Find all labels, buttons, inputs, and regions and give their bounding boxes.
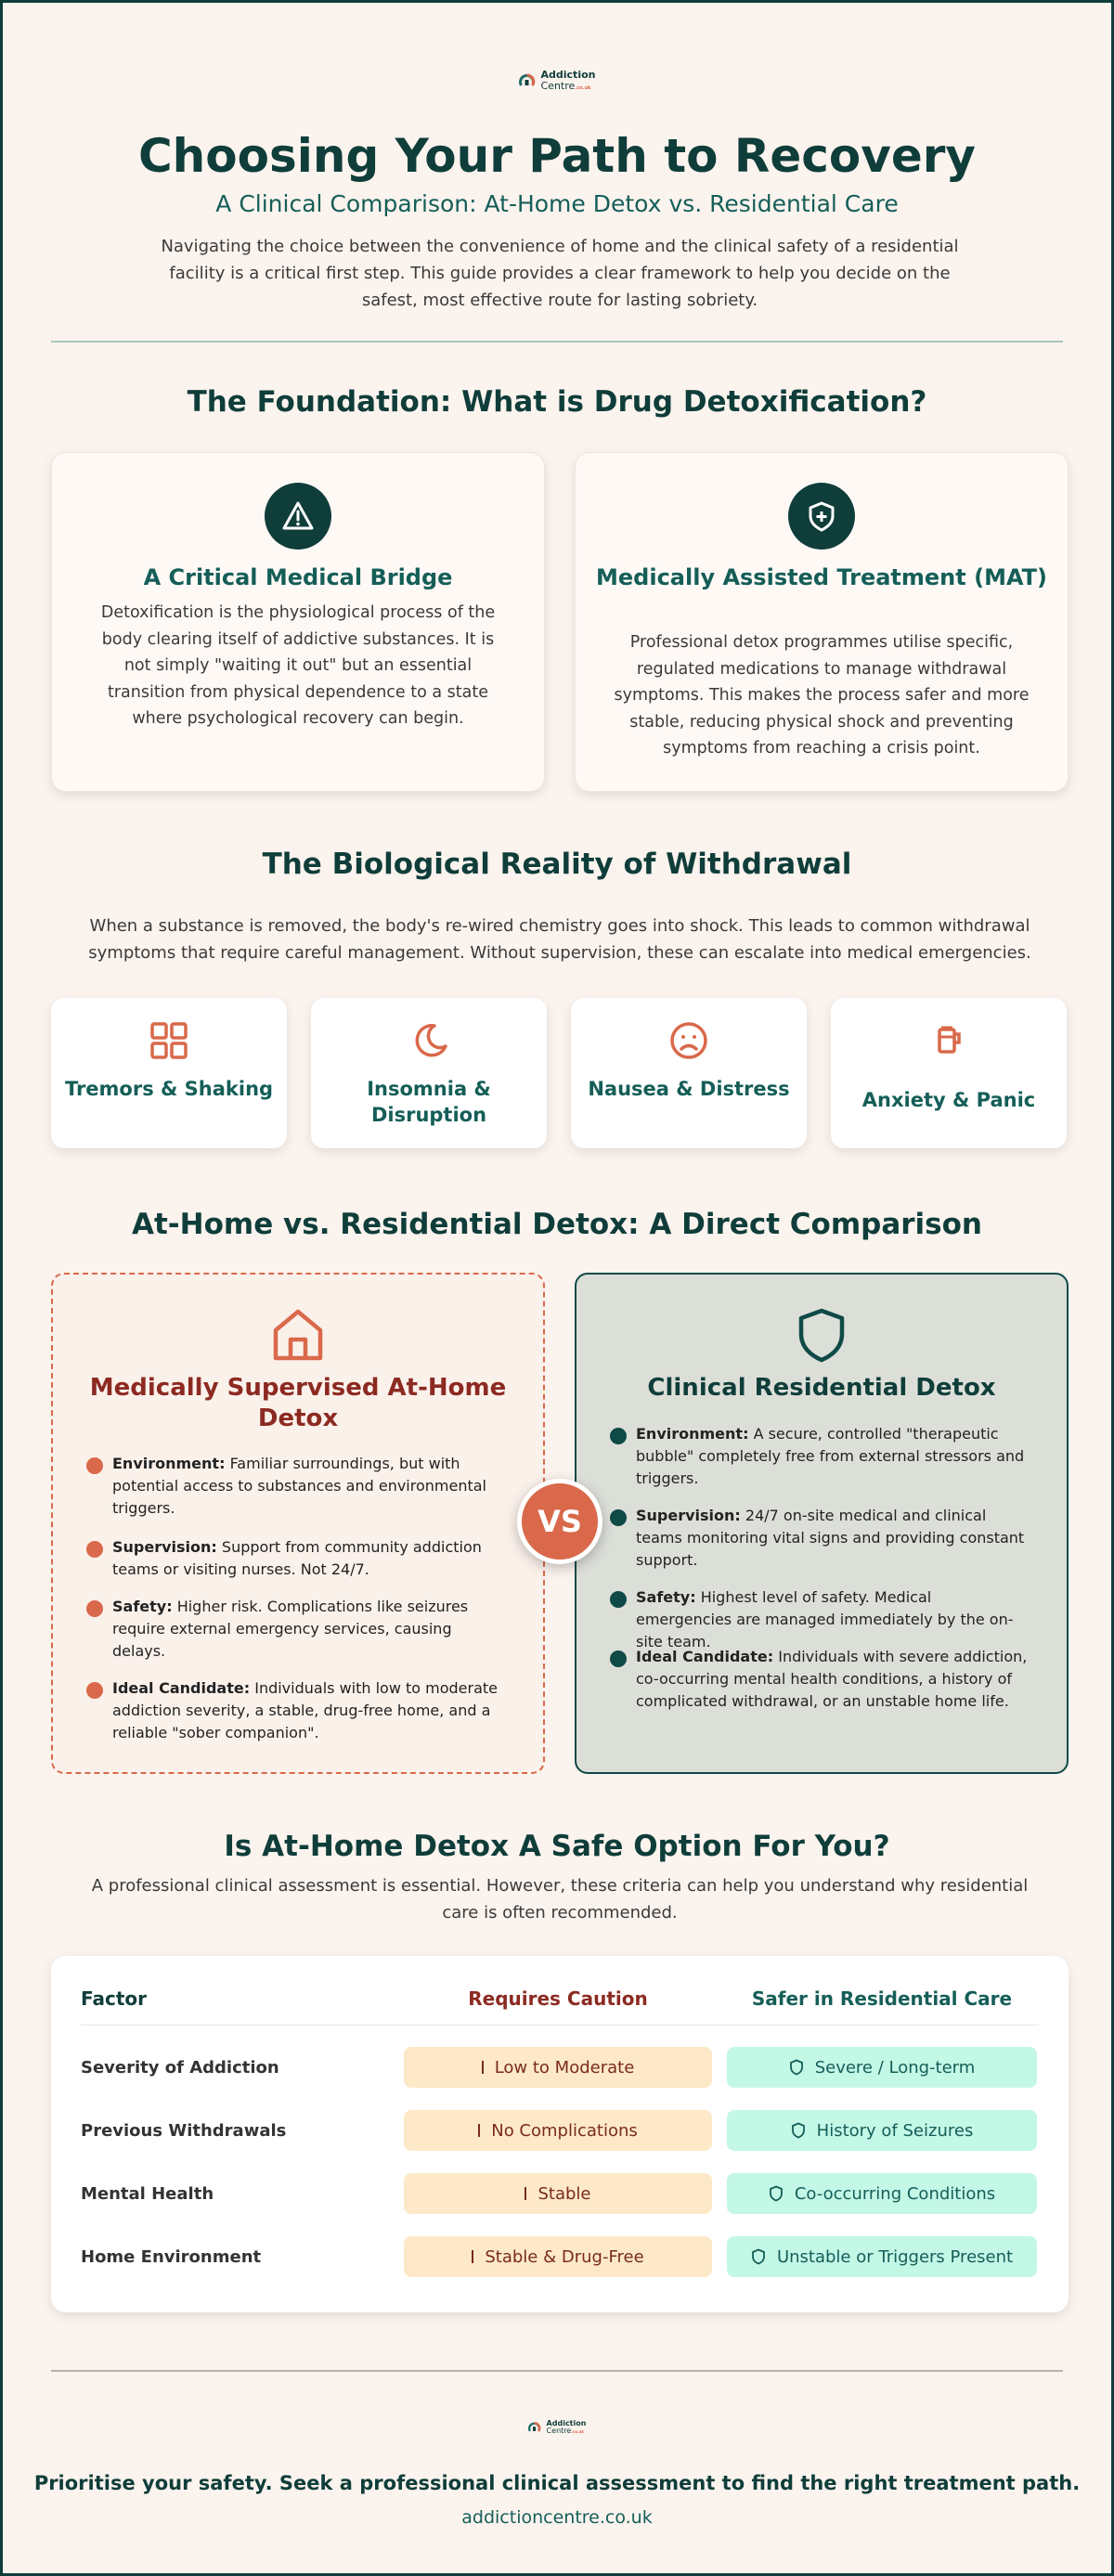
caution-bar-icon: [525, 2187, 526, 2200]
symptom-label: Tremors & Shaking: [64, 1078, 274, 1100]
bullet-icon: [610, 1591, 627, 1608]
item-text: 24/7 on-site medical and clinical teams monitoring vital signs and providing constant support.: [636, 1507, 1025, 1569]
shield-plus-icon: [788, 483, 855, 550]
safety-text: A professional clinical assessment is essential. However, these criteria can help you understand why residential care is often recommended.: [91, 1876, 1029, 1922]
item-text: Higher risk. Complications like seizures require external emergency services, causing delays.: [112, 1598, 469, 1660]
caution-pill: [404, 2173, 712, 2214]
logo-mark-icon: [519, 72, 536, 89]
list-item: [112, 1596, 506, 1663]
logo-name-line2: Centre: [546, 2427, 572, 2436]
item-key: Supervision:: [636, 1507, 741, 1524]
safer-pill: [727, 2110, 1037, 2151]
bullet-icon: [86, 1682, 103, 1699]
withdrawal-text: When a substance is removed, the body's re-wired chemistry goes into shock. This leads to common withdrawal symptoms that require careful management. Without supervision, these can escalate into medical emergencies.: [88, 916, 1031, 963]
mug-icon: [928, 1020, 969, 1061]
comparison-title: At-Home vs. Residential Detox: A Direct Comparison: [132, 1208, 982, 1241]
list-item: [636, 1646, 1030, 1713]
bullet-icon: [610, 1428, 627, 1444]
list-item: [112, 1453, 506, 1520]
logo-mark-icon: [528, 2421, 541, 2434]
item-key: Safety:: [112, 1598, 173, 1615]
row-factor: Previous Withdrawals: [81, 2121, 287, 2141]
caution-bar-icon: [478, 2124, 480, 2137]
safety-title: Is At-Home Detox A Safe Option For You?: [224, 1830, 890, 1863]
bullet-icon: [610, 1509, 627, 1526]
caution-value: Low to Moderate: [494, 2057, 635, 2078]
row-factor: Severity of Addiction: [81, 2058, 279, 2078]
logo-name-line2: Centre: [540, 79, 576, 92]
safer-pill: [727, 2047, 1037, 2088]
list-item: [636, 1505, 1030, 1572]
foundation-card-bridge: [51, 452, 545, 792]
residential-detox-card: [575, 1273, 1069, 1774]
residential-title: Clinical Residential Detox: [647, 1374, 996, 1402]
house-icon: [270, 1306, 326, 1364]
card-title: A Critical Medical Bridge: [143, 564, 453, 590]
item-key: Safety:: [636, 1588, 696, 1606]
item-key: Environment:: [636, 1425, 749, 1443]
footer-logo: [528, 2420, 587, 2436]
symptom-label: Anxiety & Panic: [861, 1089, 1036, 1111]
list-item: [636, 1586, 1030, 1653]
item-text: Individuals with low to moderate addiction severity, a stable, drug-free home, and a reliable "sober companion".: [112, 1679, 499, 1741]
intro-text: Navigating the choice between the convenience of home and the clinical safety of a residential facility is a critical first step. This guide provides a clear framework to help you decide on the safest, most effective route for lasting sobriety.: [161, 237, 959, 310]
item-text: A secure, controlled "therapeutic bubble" completely free from external stressors and triggers.: [636, 1425, 1025, 1487]
list-item: [112, 1677, 506, 1744]
caution-pill: [404, 2047, 712, 2088]
symptom-card-tremors: [51, 998, 287, 1148]
bullet-icon: [86, 1600, 103, 1617]
header-factor: Factor: [81, 1987, 148, 2010]
header-safer: Safer in Residential Care: [751, 1987, 1013, 2010]
caution-pill: [404, 2110, 712, 2151]
safer-pill: [727, 2173, 1037, 2214]
logo-suffix: .co.uk: [575, 84, 591, 91]
shield-icon: [796, 1306, 848, 1364]
safer-value: Co-occurring Conditions: [794, 2183, 996, 2204]
at-home-title: Medically Supervised At-Home Detox: [89, 1374, 507, 1432]
card-title: Medically Assisted Treatment (MAT): [596, 564, 1047, 590]
page-title: Choosing Your Path to Recovery: [137, 129, 977, 183]
caution-bar-icon: [472, 2250, 473, 2263]
bullet-icon: [86, 1457, 103, 1474]
foundation-title: The Foundation: What is Drug Detoxification?: [187, 385, 927, 419]
foundation-card-mat: [575, 452, 1069, 792]
item-text: Individuals with severe addiction, co-occurring mental health conditions, a history of complicated withdrawal, or an unstable home life.: [636, 1648, 1028, 1710]
logo-name-line1: Addiction: [540, 69, 596, 81]
item-text: Highest level of safety. Medical emergencies are managed immediately by the on-site team.: [636, 1588, 1014, 1650]
shield-icon: [769, 2185, 784, 2202]
list-item: [112, 1536, 506, 1581]
shield-icon: [789, 2059, 804, 2076]
safer-value: History of Seizures: [816, 2120, 974, 2141]
vs-badge: VS: [517, 1479, 602, 1564]
caution-bar-icon: [482, 2061, 484, 2074]
caution-value: No Complications: [491, 2120, 638, 2141]
caution-pill: [404, 2236, 712, 2277]
item-text: Support from community addiction teams or visiting nurses. Not 24/7.: [112, 1538, 482, 1578]
grid-icon: [149, 1020, 189, 1061]
bullet-icon: [86, 1541, 103, 1558]
logo-suffix: .co.uk: [571, 2429, 584, 2435]
symptom-card-anxiety: [831, 998, 1067, 1148]
caution-value: Stable: [538, 2183, 591, 2204]
footer-url-link[interactable]: addictioncentre.co.uk: [461, 2507, 653, 2528]
row-factor: Mental Health: [81, 2184, 214, 2204]
row-factor: Home Environment: [81, 2247, 262, 2267]
safer-value: Severe / Long-term: [814, 2057, 976, 2078]
caution-value: Stable & Drug-Free: [485, 2246, 644, 2267]
moon-icon: [408, 1020, 449, 1061]
footer-divider: [51, 2370, 1063, 2372]
shield-icon: [791, 2122, 806, 2139]
bullet-icon: [610, 1650, 627, 1667]
item-key: Ideal Candidate:: [636, 1648, 774, 1665]
item-key: Environment:: [112, 1455, 226, 1472]
symptom-label: Insomnia & Disruption: [367, 1078, 491, 1126]
symptom-card-insomnia: [311, 998, 547, 1148]
item-key: Supervision:: [112, 1538, 217, 1556]
shield-icon: [751, 2248, 766, 2265]
criteria-table: [51, 1956, 1069, 2312]
logo-name-line1: Addiction: [546, 2419, 587, 2427]
at-home-detox-card: [51, 1273, 545, 1774]
logo: [519, 70, 596, 91]
header-caution: Requires Caution: [468, 1987, 648, 2010]
page-subtitle: A Clinical Comparison: At-Home Detox vs. Residential Care: [215, 190, 899, 217]
card-text: Professional detox programmes utilise specific, regulated medications to manage withdrawal symptoms. This makes the process safer and more stable, reducing physical shock and preventing symptoms from reaching a crisis point.: [614, 633, 1030, 757]
safer-pill: [727, 2236, 1037, 2277]
symptom-label: Nausea & Distress: [588, 1078, 790, 1100]
symptom-card-nausea: [571, 998, 807, 1148]
warning-triangle-icon: [265, 483, 331, 550]
divider: [51, 341, 1063, 343]
frown-icon: [668, 1020, 709, 1061]
safer-value: Unstable or Triggers Present: [776, 2246, 1014, 2267]
footer-cta: Prioritise your safety. Seek a professional clinical assessment to find the right treatment path.: [33, 2472, 1081, 2494]
list-item: [636, 1423, 1030, 1490]
withdrawal-title: The Biological Reality of Withdrawal: [262, 848, 852, 881]
header-divider: [81, 2025, 1039, 2026]
item-text: Familiar surroundings, but with potential access to substances and environmental triggers.: [112, 1455, 486, 1517]
card-text: Detoxification is the physiological process of the body clearing itself of addictive substances. It is not simply "waiting it out" but an essential transition from physical dependence to a state where psychological recovery can begin.: [100, 603, 496, 728]
item-key: Ideal Candidate:: [112, 1679, 251, 1697]
